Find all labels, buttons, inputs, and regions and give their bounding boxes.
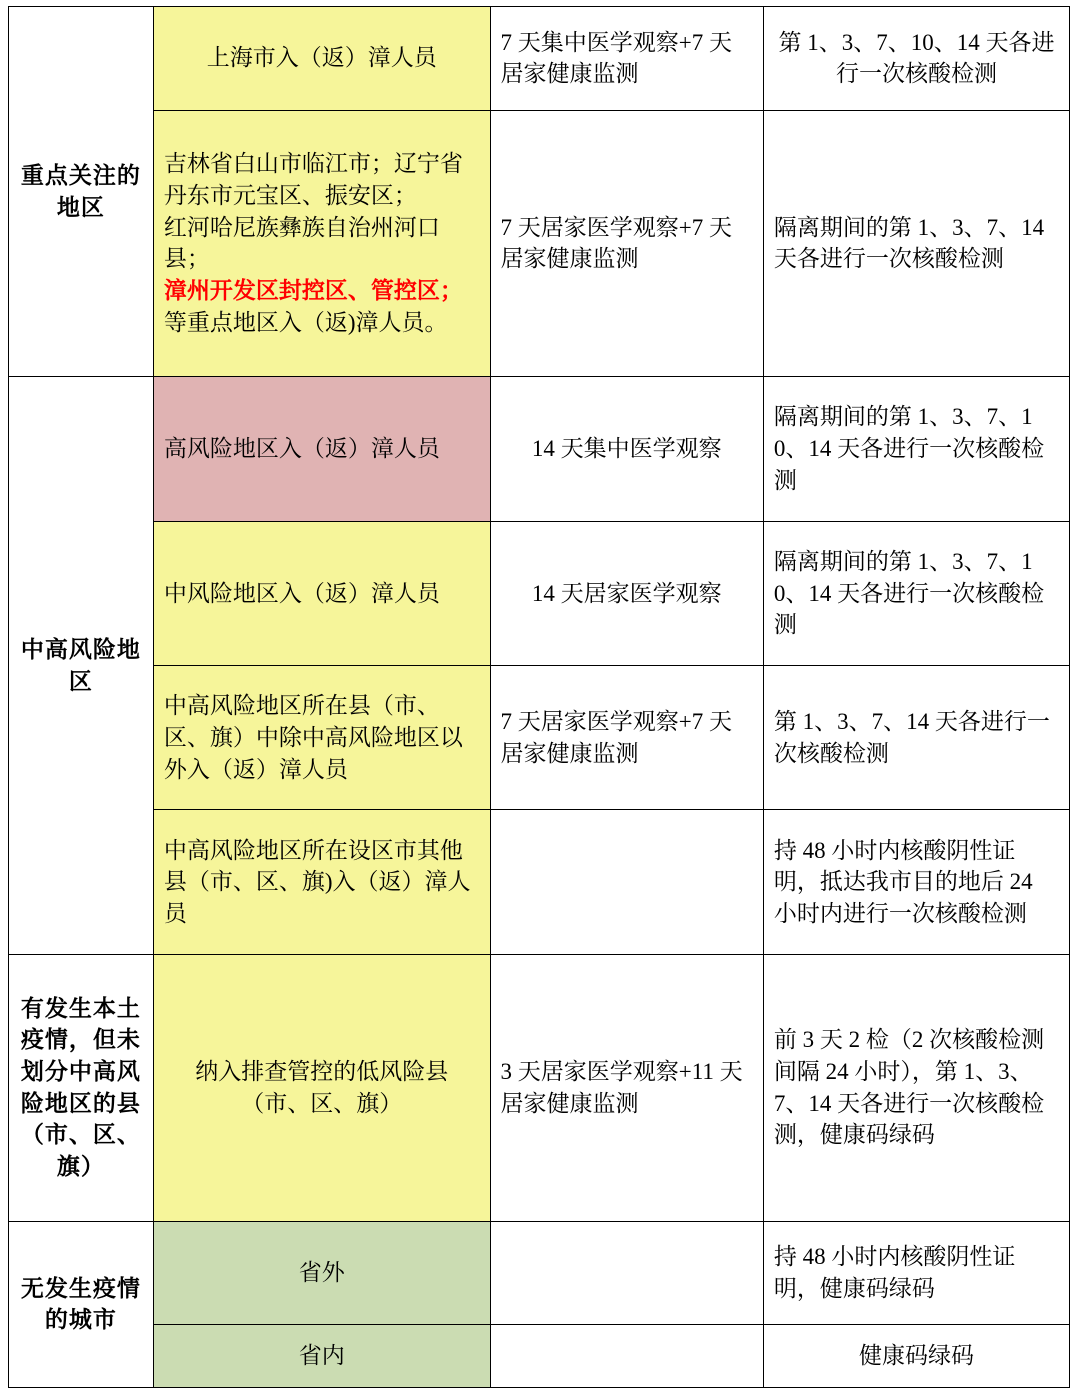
measure-cell: 7 天居家医学观察+7 天居家健康监测 [490,110,763,377]
test-cell: 持 48 小时内核酸阴性证明，健康码绿码 [763,1221,1069,1325]
group-cell: 中高风险地区所在设区市其他县（市、区、旗)入（返）漳人员 [153,810,490,954]
group-line: 红河哈尼族彝族自治州河口县； [163,214,440,272]
table-row [9,666,1070,810]
group-line: 等重点地区入（返)漳人员。 [163,309,448,335]
measure-cell [490,1325,763,1388]
table-row [9,954,1070,1221]
category-cell: 无发生疫情的城市 [9,1221,154,1387]
group-line: 吉林省白山市临江市；辽宁省丹东市元宝区、振安区； [163,151,463,208]
table-row [9,1221,1070,1325]
group-cell: 纳入排查管控的低风险县（市、区、旗） [153,954,490,1221]
table-row [9,521,1070,665]
table-row [9,7,1070,111]
table-row [9,377,1070,521]
group-cell: 中风险地区入（返）漳人员 [153,521,490,665]
group-line-highlight: 漳州开发区封控区、管控区； [163,278,463,304]
group-cell: 省内 [153,1325,490,1388]
category-cell: 中高风险地区 [9,377,154,954]
test-cell: 第 1、3、7、10、14 天各进行一次核酸检测 [763,7,1069,111]
test-cell: 健康码绿码 [763,1325,1069,1388]
table-row [9,110,1070,377]
measure-cell [490,1221,763,1325]
test-cell: 隔离期间的第 1、3、7、14 天各进行一次核酸检测 [763,110,1069,377]
test-cell: 前 3 天 2 检（2 次核酸检测间隔 24 小时），第 1、3、7、14 天各进行一次核酸检测，健康码绿码 [763,954,1069,1221]
measure-cell: 3 天居家医学观察+11 天居家健康监测 [490,954,763,1221]
group-cell: 高风险地区入（返）漳人员 [153,377,490,521]
measure-cell: 7 天居家医学观察+7 天居家健康监测 [490,666,763,810]
group-cell: 省外 [153,1221,490,1325]
measure-cell: 14 天居家医学观察 [490,521,763,665]
category-cell: 有发生本土疫情，但未划分中高风险地区的县（市、区、旗） [9,954,154,1221]
group-cell: 上海市入（返）漳人员 [153,7,490,111]
measure-cell: 7 天集中医学观察+7 天居家健康监测 [490,7,763,111]
measure-cell [490,810,763,954]
table-row [9,1325,1070,1388]
category-cell: 重点关注的地区 [9,7,154,377]
group-cell [153,110,490,377]
group-cell: 中高风险地区所在县（市、区、旗）中除中高风险地区以外入（返）漳人员 [153,666,490,810]
measure-cell: 14 天集中医学观察 [490,377,763,521]
test-cell: 隔离期间的第 1、3、7、10、14 天各进行一次核酸检测 [763,521,1069,665]
test-cell: 第 1、3、7、14 天各进行一次核酸检测 [763,666,1069,810]
policy-table [8,6,1070,1388]
test-cell: 隔离期间的第 1、3、7、10、14 天各进行一次核酸检测 [763,377,1069,521]
table-row [9,810,1070,954]
test-cell: 持 48 小时内核酸阴性证明，抵达我市目的地后 24 小时内进行一次核酸检测 [763,810,1069,954]
